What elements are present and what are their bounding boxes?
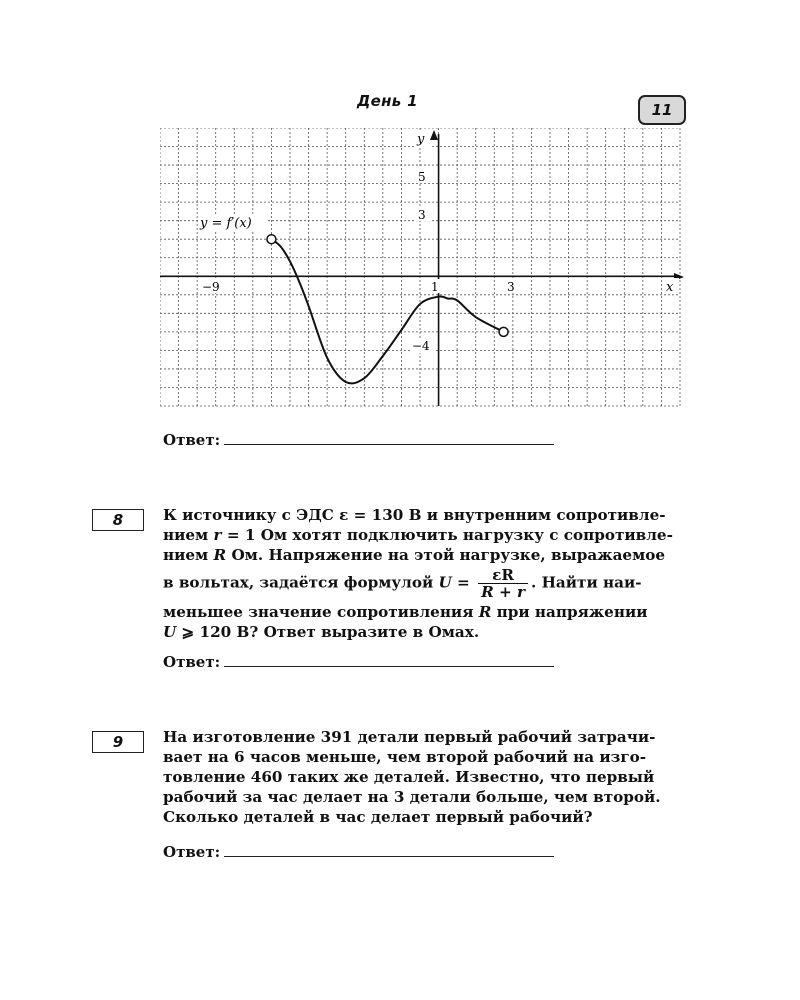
open-endpoint-right — [499, 327, 508, 336]
task-9-line: Сколько деталей в час делает первый рабочий? — [163, 808, 593, 826]
answer-label: Ответ: — [163, 843, 221, 861]
derivative-graph — [160, 128, 686, 408]
task-9-text — [163, 727, 685, 827]
task-number-9: 9 — [92, 731, 144, 753]
task-9-line: вает на 6 часов меньше, чем второй рабочий на изго- — [163, 748, 647, 766]
function-label: y = f′(x) — [200, 216, 252, 231]
open-endpoint-left — [267, 235, 276, 244]
tick-label-y-3: 3 — [418, 208, 426, 222]
tick-label-y-5: 5 — [418, 170, 426, 184]
task-8-line-4: в вольтах, задаётся формулой U = $\frac{\varepsilon R}{R + r}$ . Найти наи- — [163, 566, 642, 601]
task-number-8: 8 — [92, 509, 144, 531]
task-9-line: На изготовление 391 детали первый рабочий затрачи- — [163, 728, 656, 746]
formula-fraction: $\frac{\varepsilon R}{R + r}$ — [478, 567, 528, 600]
answer-field-graph[interactable] — [163, 430, 554, 449]
tick-label-y-neg4: −4 — [412, 339, 430, 353]
answer-line[interactable] — [224, 430, 554, 445]
answer-label: Ответ: — [163, 653, 221, 671]
answer-field-task-9[interactable] — [163, 842, 554, 861]
answer-label: Ответ: — [163, 431, 221, 449]
answer-field-task-8[interactable] — [163, 652, 554, 671]
task-8-line-1: К источнику с ЭДС ε = 130 В и внутренним сопротивле- — [163, 506, 666, 524]
task-8-line-2: нием r = 1 Ом хотят подключить нагрузку с сопротивле- — [163, 526, 673, 544]
answer-line[interactable] — [224, 842, 554, 857]
task-8-line-3: нием R Ом. Напряжение на этой нагрузке, выражаемое — [163, 546, 666, 564]
task-9-line: рабочий за час делает на 3 детали больше, чем второй. — [163, 788, 661, 806]
answer-line[interactable] — [224, 652, 554, 667]
y-axis-arrow — [430, 130, 438, 140]
tick-label-x-3: 3 — [507, 280, 515, 294]
page-header-title: День 1 — [357, 92, 418, 110]
task-9-line: товление 460 таких же деталей. Известно, что первый — [163, 768, 655, 786]
task-8-line-6: U ⩾ 120 В? Ответ выразите в Омах. — [163, 623, 480, 641]
task-8-line-5: меньшее значение сопротивления R при напряжении — [163, 603, 648, 621]
tick-label-x-1: 1 — [431, 280, 439, 294]
page-number-badge: 11 — [638, 95, 686, 125]
task-8-text — [163, 505, 685, 642]
derivative-curve — [271, 239, 503, 383]
x-axis-label: x — [666, 280, 674, 295]
y-axis-label: y — [417, 132, 425, 147]
tick-label-x-neg9: −9 — [202, 280, 220, 294]
